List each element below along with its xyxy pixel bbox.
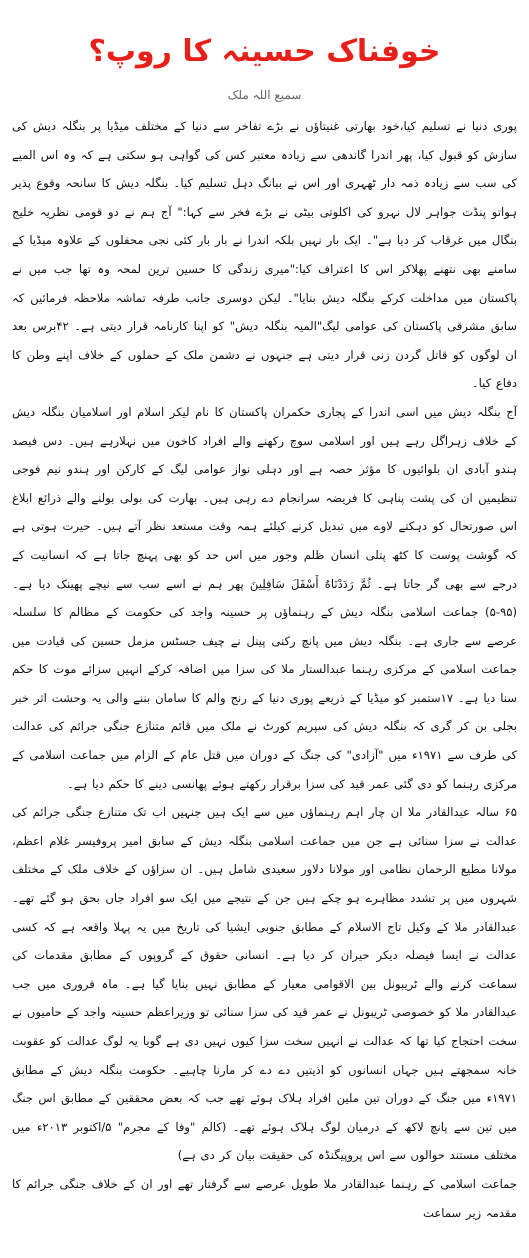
article-title: خوفناک حسینہ کا روپ؟ — [88, 34, 441, 69]
article-body — [12, 112, 517, 1227]
article-paragraph: جماعت اسلامی کے رہنما عبدالقادر ملا طویل عرصے سے گرفتار تھے اور ان کے خلاف جنگی جرائم کا مقدمہ زیر سماعت — [12, 1176, 517, 1220]
article-paragraph: ۶۵ سالہ عبدالقادر ملا ان چار اہم رہنماؤں میں سے ایک ہیں جنہیں اب تک متنازع جنگی جرائم کی عدالت نے سزا سنائی ہے جن میں جماعت اسلامی بنگلہ دیش کے سابق امیر پروفیسر غلام اعظم، مولانا مطیع الرحمان نظامی اور مولانا دلاور سعیدی شامل ہیں۔ ان سزاؤں کے خلاف ملک کے مختلف شہروں میں پر تشدد مظاہرے ہو چکے ہیں جن کے نتیجے میں ایک سو افراد جاں بحق ہو گئے تھے۔ عبدالقادر ملا کے وکیل تاج الاسلام کے مطابق جنوبی ایشیا کی تاریخ میں یہ پہلا واقعہ ہے کہ کسی عدالت نے ایسا فیصلہ دیکر حیران کر دیا ہے۔ انسانی حقوق کے گروپوں کے مطابق مقدمات کی سماعت کرنے والے ٹریبونل بین الاقوامی معیار کے مطابق نہیں بنایا گیا ہے۔ ماہ فروری میں جب عبدالقادر ملا کو خصوصی ٹریبونل نے عمر قید کی سزا سنائی تو وزیراعظم حسینہ واجد کے حامیوں نے سخت احتجاج کیا تھا کہ عدالت نے انہیں سخت سزا کیوں نہیں دی ہے گویا یہ لوگ عدالت کو عقوبت خانہ سمجھتے ہیں جہاں انسانوں کو اذیتیں دے دے کر مارنا چاہیے۔ حکومت بنگلہ دیش کے مطابق ۱۹۷۱ء میں جنگ کے دوران تین ملین افراد ہلاک ہوئے تھے جب کہ بعض محققین کے مطابق اس جنگ میں تین سے پانچ لاکھ کے درمیان لوگ ہلاک ہوئے تھے۔ (کالم "وفا کے مجرم" ۵/اکتوبر ۲۰۱۳ء میں مختلف مستند حوالوں سے اس پروپیگنڈہ کی حقیقت بیان کر دی ہے) — [12, 805, 518, 1163]
article-paragraph: پوری دنیا نے تسلیم کیا،خود بھارتی غنیتاؤں نے بڑے تفاخر سے دنیا کے مختلف میڈیا پر بنگلہ دیش کی سازش کو قبول کیا، پھر اندرا گاندھی سے زیادہ معتبر کس کی گواہی ہو سکتی ہے کہ وہ اس المیے کی سب سے زیادہ ذمہ دار ٹھہری اور اس نے ببانگ دہل تسلیم کیا۔ بنگلہ دیش کا سانحہ وقوع پذیر ہواتو پنڈت جواہر لال نہرو کی اکلوتی بیٹی نے بڑے فخر سے کہا:" آج ہم نے دو قومی نظریہ خلیج بنگال میں غرقاب کر دیا ہے"۔ ایک بار نہیں بلکہ اندرا نے بار بار کئی نجی محفلوں کے علاوہ میڈیا کے سامنے بھی نتھنے پھلاکر اس کا اعتراف کیا:"میری زندگی کا حسین ترین لمحہ وہ تھا جب میں نے پاکستان میں مداخلت کرکے بنگلہ دیش بنایا"۔ لیکن دوسری جانب طرفہ تماشہ ملاحظہ فرمائیں کہ سابق مشرقی پاکستان کی عوامی لیگ"المیہ بنگلہ دیش" کو اپنا کارنامہ قرار دیتی ہے۔ ۴۲برس بعد ان لوگوں کو قاتل گردن زنی قرار دیتی ہے جنہوں نے دشمن ملک کے حملوں کے خلاف اپنے وطن کا دفاع کیا۔ — [12, 119, 517, 391]
article-paragraph: آج بنگلہ دیش میں اسی اندرا کے پجاری حکمران پاکستان کا نام لیکر اسلام اور اسلامیان بنگلہ دیش کے خلاف زہراگل رہے ہیں اور اسلامی سوچ رکھنے والے افراد کاخون میں نہلارہے ہیں۔ دس فیصد ہندو آبادی ان بلوائیوں کا مؤثر حصہ ہے اور دہلی نواز عوامی لیگ کے کارکن اور ہندو نیم فوجی تنظیمیں ان کی پشت پناہی کا فریضہ سرانجام دے رہی ہیں۔ بھارت کی بولی بولنے والے ذرائع ابلاغ اس صورتحال کو دہکتے لاوے میں تبدیل کرنے کیلئے ہمہ وقت مستعد نظر آتے ہیں۔ حیرت ہوتی ہے کہ گوشت پوست کا کٹھ پتلی انسان ظلم وجور میں اس حد کو بھی پہنچ جاتا ہے کہ انسانیت کے درجے سے بھی گر جاتا ہے۔ ثُمَّ رَدَدْنَاهُ أَسْفَلَ سَافِلِينَ پھر ہم نے اسے سب سے نیچے پھینک دیا ہے۔ (۹۵-۵) جماعت اسلامی بنگلہ دیش کے رہنماؤں پر حسینہ واجد کی حکومت کے مظالم کا سلسلہ عرصے سے جاری ہے۔ بنگلہ دیش میں پانچ رکنی پینل نے چیف جسٹس مزمل حسین کی قیادت میں جماعت اسلامی کے مرکزی رہنما عبدالستار ملا کی سزا میں اضافہ کرکے انہیں سزائے موت کا حکم سنا دیا ہے۔ ۱۷ستمبر کو میڈیا کے ذریعے پوری دنیا کے رنج والم کا سامان بننے والی یہ وحشت اثر خبر بجلی بن کر گری کہ بنگلہ دیش کی سپریم کورٹ نے ملک میں قائم متنازع جنگی جرائم کی عدالت کی طرف سے ۱۹۷۱ء میں "آزادی" کی جنگ کے دوران میں قتل عام کے الزام میں جماعت اسلامی کے مرکزی رہنما کو دی گئی عمر قید کی سزا برقرار رکھتے ہوئے پھانسی دینے کا حکم دیا ہے۔ — [12, 404, 518, 791]
author-byline: سمیع اللہ ملک — [227, 88, 302, 102]
